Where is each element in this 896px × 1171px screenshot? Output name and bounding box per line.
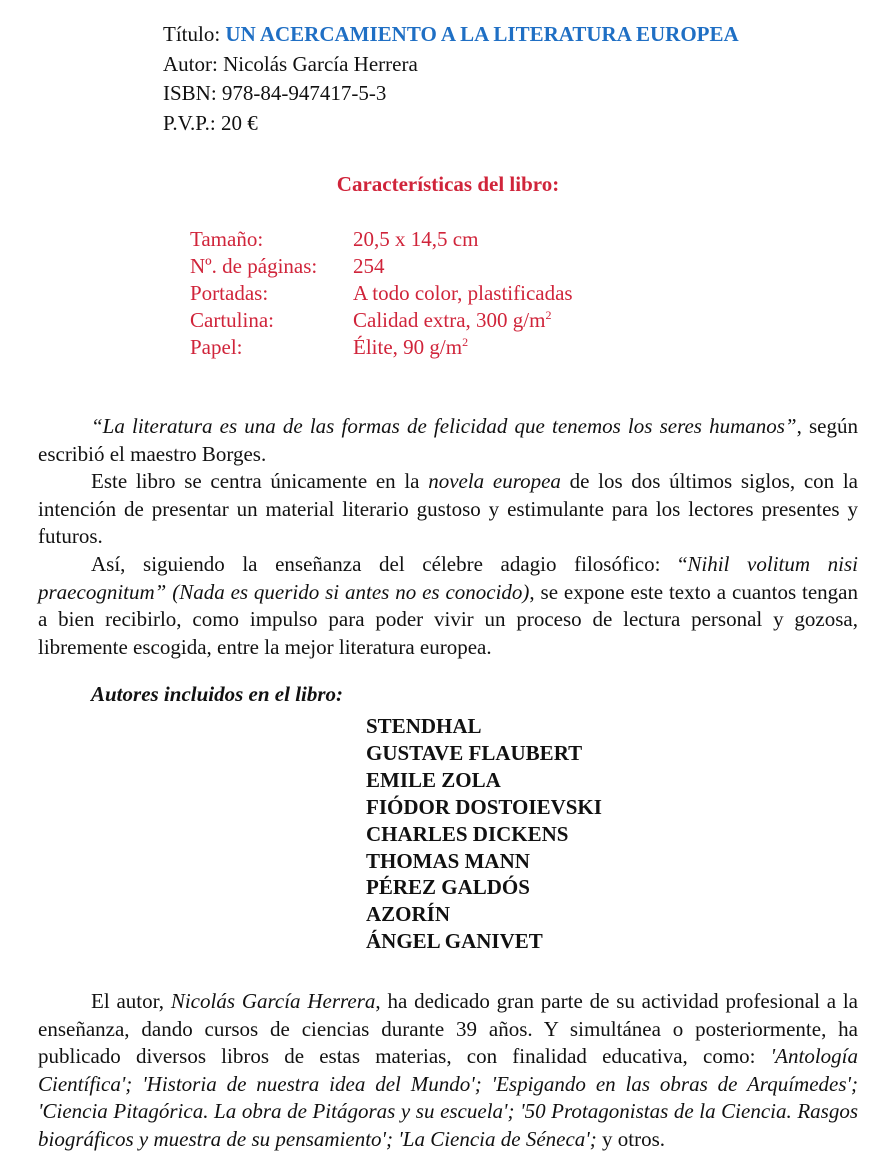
author-bio-section [38, 988, 858, 1154]
paper-value-text: Élite, 90 g/m [353, 335, 463, 359]
authors-list [366, 713, 602, 955]
feature-value [353, 334, 468, 361]
author-item: CHARLES DICKENS [366, 821, 569, 846]
paragraph-text: de los dos últimos siglos, con la intención de presentar un material literario gustoso y estimulante para los lectores presentes y futuros. [38, 469, 858, 549]
borges-quote: “La literatura es una de las formas de felicidad que tenemos los seres humanos” [91, 414, 797, 438]
author-item: AZORÍN [366, 902, 451, 927]
cardboard-value-text: Calidad extra, 300 g/m [353, 308, 546, 332]
title-line [163, 20, 739, 50]
emphasis-text: novela europea [428, 469, 561, 494]
author-bio-paragraph [38, 988, 858, 1154]
intro-paragraph-2 [38, 468, 858, 551]
feature-label: Tamaño: [190, 227, 264, 251]
feature-row-size [190, 226, 573, 253]
feature-row-cardboard [190, 307, 573, 334]
superscript: 2 [462, 335, 469, 349]
author-name: Nicolás García Herrera [170, 989, 376, 1013]
features-heading: Características del libro: [336, 172, 560, 196]
feature-value: A todo color, plastificadas [353, 281, 573, 305]
paragraph-text: , según escribió el maestro Borges. [38, 414, 858, 466]
paragraph-text: y otros. [596, 1126, 666, 1151]
author-item: GUSTAVE FLAUBERT [366, 740, 583, 765]
intro-paragraph-3 [38, 551, 858, 661]
title-label: Título: [163, 22, 226, 46]
book-info-header [163, 20, 739, 138]
price-line: P.V.P.: 20 € [163, 110, 258, 135]
feature-row-paper [190, 334, 573, 361]
book-title: UN ACERCAMIENTO A LA LITERATURA EUROPEA [225, 22, 739, 46]
author-item: STENDHAL [366, 714, 482, 738]
author-item: EMILE ZOLA [366, 767, 501, 792]
isbn-line: ISBN: 978-84-947417-5-3 [163, 81, 387, 105]
feature-label: Nº. de páginas: [190, 254, 318, 278]
book-titles: 'Antología Científica'; 'Historia de nuestra idea del Mundo'; 'Espigando en las obras de Arquímedes'; 'Ciencia Pitagórica. La obra de Pitágoras y su escuela'; '50 Protagonistas de la Ciencia. Rasgos biográficos y muestra de su pensamiento'; 'La Ciencia de Séneca'; [38, 1044, 858, 1151]
feature-value [353, 307, 551, 334]
feature-label: Portadas: [190, 281, 269, 305]
features-table [190, 226, 573, 361]
paragraph-text: , se expone este texto a cuantos tengan a bien recibirlo, como impulso para poder vivir un proceso de lectura personal y gozosa, libremente escogida, entre la mejor literatura europea. [38, 579, 858, 659]
authors-heading: Autores incluidos en el libro: [91, 682, 344, 706]
intro-paragraph-1 [38, 413, 858, 468]
feature-row-pages [190, 253, 573, 280]
feature-value: 20,5 x 14,5 cm [353, 227, 479, 251]
feature-value: 254 [353, 254, 385, 278]
author-line: Autor: Nicolás García Herrera [163, 51, 418, 76]
author-item: THOMAS MANN [366, 848, 530, 873]
intro-section [38, 413, 858, 661]
paragraph-text: , ha dedicado gran parte de su actividad profesional a la enseñanza, dando cursos de ciencias durante 39 años. Y simultánea o posteriormente, ha publicado diversos libros de estas materias, con finalidad educativa, como: [38, 989, 858, 1069]
author-item: ÁNGEL GANIVET [366, 929, 543, 954]
paragraph-text: Este libro se centra únicamente en la [91, 469, 429, 494]
latin-adage: Nihil volitum nisi praecognitum” (Nada es querido si antes no es conocido) [38, 551, 858, 604]
paragraph-text: El autor, [91, 989, 171, 1013]
feature-row-covers [190, 280, 573, 307]
paragraph-text: Así, siguiendo la enseñanza del célebre adagio filosófico: “ [91, 551, 688, 576]
feature-label: Papel: [190, 335, 243, 359]
author-item: FIÓDOR DOSTOIEVSKI [366, 794, 602, 819]
superscript: 2 [545, 308, 552, 322]
author-item: PÉREZ GALDÓS [366, 875, 530, 900]
feature-label: Cartulina: [190, 308, 274, 332]
